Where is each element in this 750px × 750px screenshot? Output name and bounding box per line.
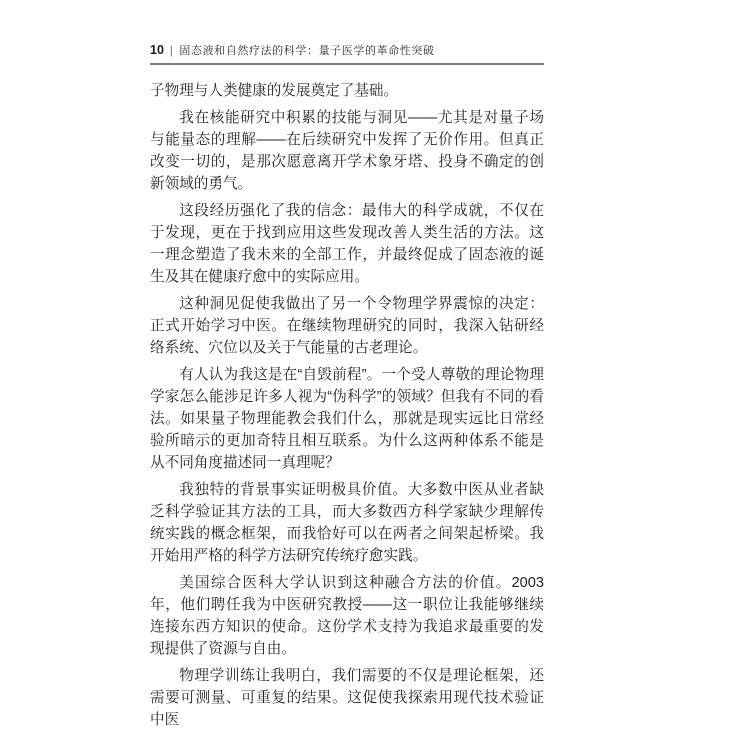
running-head-title: 固态液和自然疗法的科学：量子医学的革命性突破 [179, 45, 435, 57]
paragraph: 物理学训练让我明白，我们需要的不仅是理论框架，还需要可测量、可重复的结果。这促使我探索用现代技术验证中医 [150, 668, 544, 728]
paragraph: 这段经历强化了我的信念：最伟大的科学成就，不仅在于发现，更在于找到应用这些发现改善人类生活的方法。这一理念塑造了我未来的全部工作，并最终促成了固态液的诞生及其在健康疗愈中的实际应用。 [150, 203, 544, 285]
page-body [150, 80, 544, 736]
paragraph: 子物理与人类健康的发展奠定了基础。 [150, 83, 399, 99]
running-header [150, 42, 544, 58]
header-separator: | [169, 45, 174, 57]
paragraph: 我独特的背景事实证明极具价值。大多数中医从业者缺乏科学验证其方法的工具，而大多数西方科学家缺少理解传统实践的概念框架，而我恰好可以在两者之间架起桥梁。我开始用严格的科学方法研究传统疗愈实践。 [150, 482, 544, 564]
paragraph: 有人认为我这是在“自毁前程”。一个受人尊敬的理论物理学家怎么能涉足许多人视为“伪科学”的领域？但我有不同的看法。如果量子物理能教会我们什么，那就是现实远比日常经验所暗示的更加奇特且相互联系。为什么这两种体系不能是从不同角度描述同一真理呢？ [150, 367, 544, 471]
header-rule [150, 63, 544, 65]
page-number: 10 [150, 43, 164, 57]
paragraph: 这种洞见促使我做出了另一个令物理学界震惊的决定：正式开始学习中医。在继续物理研究的同时，我深入钻研经络系统、穴位以及关于气能量的古老理论。 [150, 296, 544, 356]
paragraph: 我在核能研究中积累的技能与洞见——尤其是对量子场与能量态的理解——在后续研究中发挥了无价作用。但真正改变一切的，是那次愿意离开学术象牙塔、投身不确定的创新领域的勇气。 [150, 110, 544, 192]
paragraph: 美国综合医科大学认识到这种融合方法的价值。2003 年，他们聘任我为中医研究教授——这一职位让我能够继续连接东西方知识的使命。这份学术支持为我追求最重要的发现提供了资源与自由。 [150, 575, 544, 657]
